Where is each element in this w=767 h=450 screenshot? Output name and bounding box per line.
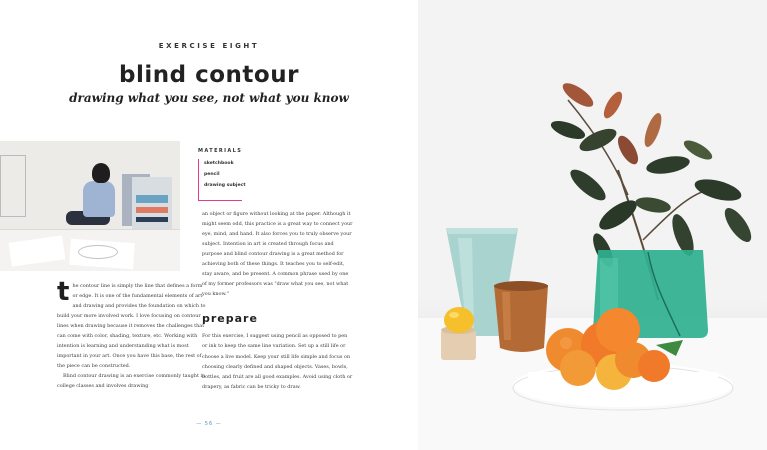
artist-photo — [0, 141, 180, 271]
page-subtitle: drawing what you see, not what you know — [69, 91, 349, 105]
materials-item: drawing subject — [204, 183, 246, 188]
page-number: — 56 — — [196, 421, 222, 427]
terracotta-cup — [494, 281, 548, 352]
materials-heading: MATERIALS — [198, 148, 243, 154]
intro-text: he contour line is simply the line that defines a form or edge. It is one of the fundamental elements of art and drawing and provides the foundation on which to build your more involved work. I love focusing on contour lines when drawing because it removes the challenges that can come with color, shading, texture, etc. Working with intention is learning and understanding what is most important in your art. Once you have this base, the rest of the piece can be constructed. — [57, 283, 206, 370]
prepare-heading: prepare — [202, 312, 258, 326]
lemon-on-block — [441, 307, 476, 360]
text-column-right — [202, 209, 354, 392]
exercise-kicker: EXERCISE EIGHT — [158, 42, 260, 50]
materials-item: sketchbook — [204, 161, 234, 166]
page-title: blind contour — [119, 62, 299, 88]
drop-cap: t — [57, 277, 70, 307]
materials-item: pencil — [204, 172, 220, 177]
painting-shape — [132, 177, 172, 229]
still-life-photo — [418, 0, 767, 450]
materials-box — [198, 148, 318, 201]
text-column-left — [57, 277, 209, 392]
sketch-line — [78, 245, 118, 259]
artist-figure — [92, 163, 110, 183]
easel-shape — [0, 155, 26, 217]
intro-paragraph — [57, 277, 209, 371]
second-paragraph: Blind contour drawing is an exercise commonly taught in college classes and involves drawing — [57, 373, 206, 390]
continued-paragraph: an object or figure without looking at the paper. Although it might seem odd, this practice is a great way to connect your eye, mind, and hand. It also forces you to truly observe your subject. Intention in art is created through focus and purpose and blind contour drawing is a great method for achieving both of these things. It teaches you to self-edit, stay aware, and be present. A common phrase used by one of my former professors was "draw what you see, not what you know." — [202, 211, 353, 298]
materials-underline — [198, 200, 242, 201]
still-life-illustration — [418, 0, 767, 450]
materials-list — [198, 159, 318, 201]
prepare-paragraph: For this exercise, I suggest using pencil as opposed to pen or ink to keep the same line variation. Set up a still life or choose a live model. Keep your still life simple and focus on choosing clearly defined and shaped objects. Vases, bowls, bottles, and fruit are all good examples. Avoid using cloth or drapery, as fabric can be tricky to draw. — [202, 333, 353, 390]
